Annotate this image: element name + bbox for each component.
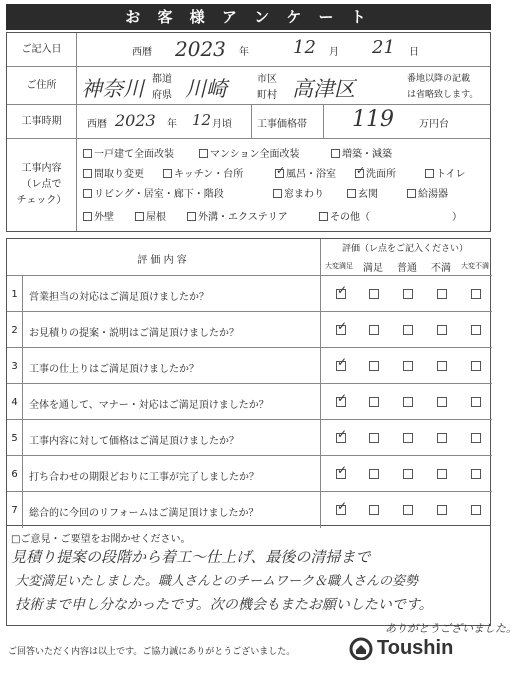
work-item[interactable] bbox=[425, 165, 466, 180]
date-month[interactable]: 12 bbox=[293, 37, 316, 58]
checked-rating-box[interactable] bbox=[336, 397, 346, 407]
work-item-label: キッチン・台所 bbox=[174, 169, 244, 180]
comment-line2[interactable]: 大変満足いたしました。職人さんとのチームワーク＆職人さんの姿勢 bbox=[15, 574, 419, 589]
question-row bbox=[7, 347, 492, 383]
rating-level-label: 普通 bbox=[397, 263, 417, 274]
checked-box-icon[interactable] bbox=[355, 169, 364, 178]
question-number: 3 bbox=[7, 348, 23, 384]
work-item[interactable] bbox=[275, 165, 336, 180]
address-note-line1: 番地以降の記載 bbox=[407, 74, 471, 84]
work-item[interactable] bbox=[83, 165, 144, 180]
comments-label: □ご意見・ご要望をお聞かせください。 bbox=[11, 534, 191, 545]
date-day[interactable]: 21 bbox=[372, 37, 395, 58]
period-year[interactable]: 2023 bbox=[115, 111, 156, 130]
question-divider bbox=[320, 456, 321, 492]
work-item[interactable] bbox=[347, 185, 378, 200]
rating-box[interactable] bbox=[437, 469, 447, 479]
survey-title: お 客 様 ア ン ケ ー ト bbox=[6, 4, 491, 30]
period-row bbox=[7, 105, 490, 139]
evaluation-table bbox=[6, 238, 491, 526]
question-text: 全体を通して、マナー・対応はご満足頂けましたか？ bbox=[29, 400, 269, 411]
period-era: 西暦 bbox=[87, 119, 107, 130]
work-item-label: 屋根 bbox=[146, 212, 166, 223]
rating-box[interactable] bbox=[369, 433, 379, 443]
address-row bbox=[7, 67, 490, 105]
rating-box[interactable] bbox=[471, 469, 481, 479]
price-label: 工事価格帯 bbox=[257, 119, 307, 130]
comments-area bbox=[6, 526, 491, 626]
question-row bbox=[7, 455, 492, 491]
work-other-close: ） bbox=[452, 212, 462, 223]
work-item[interactable] bbox=[83, 145, 174, 160]
question-divider bbox=[320, 492, 321, 528]
address-pref-unit-bottom: 府県 bbox=[152, 90, 172, 101]
rating-box[interactable] bbox=[369, 289, 379, 299]
question-text: お見積りの提案・説明はご満足頂けましたか？ bbox=[29, 328, 239, 339]
address-note-line2: は省略致します。 bbox=[407, 90, 479, 100]
price-unit: 万円台 bbox=[419, 119, 449, 130]
address-city[interactable]: 川崎 bbox=[185, 77, 227, 101]
work-item-label: 外壁 bbox=[94, 212, 114, 223]
question-divider bbox=[320, 348, 321, 384]
rating-level-label: 大変不満 bbox=[461, 262, 489, 270]
checkbox-icon[interactable] bbox=[83, 189, 92, 198]
checkbox-icon[interactable] bbox=[331, 149, 340, 158]
work-label bbox=[7, 139, 77, 231]
work-label-line1: 工事内容 bbox=[21, 163, 62, 174]
rating-box[interactable] bbox=[403, 469, 413, 479]
address-pref[interactable]: 神奈川 bbox=[81, 77, 144, 101]
checkbox-icon[interactable] bbox=[199, 149, 208, 158]
checkbox-icon[interactable] bbox=[273, 189, 282, 198]
info-table bbox=[6, 32, 491, 232]
checked-box-icon[interactable] bbox=[275, 169, 284, 178]
comment-line3[interactable]: 技術まで申し分なかったです。次の機会もまたお願いしたいです。 bbox=[15, 597, 433, 613]
question-text: 工事の仕上りはご満足頂けましたか？ bbox=[29, 364, 199, 375]
date-era: 西暦 bbox=[132, 47, 152, 58]
comment-line1[interactable]: 見積り提案の段階から着工〜仕上げ、最後の清掃まで bbox=[11, 548, 371, 566]
checkbox-icon[interactable] bbox=[83, 149, 92, 158]
question-divider bbox=[320, 312, 321, 348]
period-divider bbox=[251, 105, 252, 139]
work-item[interactable] bbox=[135, 208, 166, 223]
checked-rating-box[interactable] bbox=[336, 325, 346, 335]
question-number: 5 bbox=[7, 420, 23, 456]
work-item[interactable] bbox=[83, 208, 114, 223]
checkbox-icon[interactable] bbox=[135, 212, 144, 221]
rating-box[interactable] bbox=[471, 361, 481, 371]
work-label-line3: チェック） bbox=[16, 195, 67, 206]
work-item[interactable] bbox=[331, 145, 392, 160]
work-item-label: マンション全面改装 bbox=[210, 149, 300, 160]
rating-box[interactable] bbox=[437, 325, 447, 335]
question-row bbox=[7, 311, 492, 347]
evaluation-header: 評 価 内 容 bbox=[137, 255, 187, 266]
brand-name: Toushin bbox=[377, 636, 454, 659]
rating-box[interactable] bbox=[437, 397, 447, 407]
rating-box[interactable] bbox=[403, 361, 413, 371]
checkbox-icon[interactable] bbox=[163, 169, 172, 178]
rating-box[interactable] bbox=[403, 325, 413, 335]
question-number: 2 bbox=[7, 312, 23, 348]
question-number: 4 bbox=[7, 384, 23, 420]
rating-box[interactable] bbox=[471, 289, 481, 299]
date-day-unit: 日 bbox=[409, 47, 419, 58]
rating-level-label: 不満 bbox=[431, 263, 451, 274]
work-item[interactable] bbox=[83, 185, 224, 200]
rating-level-label: 大変満足 bbox=[325, 262, 353, 270]
date-month-unit: 月 bbox=[329, 47, 339, 58]
address-label: ご住所 bbox=[7, 67, 77, 104]
footer-text: ご回答いただく内容は以上です。ご協力誠にありがとうございました。 bbox=[8, 647, 296, 657]
work-item-label: リビング・居室・廊下・階段 bbox=[94, 189, 224, 200]
work-item-label: 風呂・浴室 bbox=[286, 169, 336, 180]
question-text: 総合的に今回のリフォームはご満足頂けましたか？ bbox=[29, 508, 259, 519]
work-item-label: 間取り変更 bbox=[94, 169, 144, 180]
rating-box[interactable] bbox=[369, 325, 379, 335]
work-label-line2: （レ点で bbox=[21, 179, 62, 190]
rating-box[interactable] bbox=[369, 361, 379, 371]
rating-box[interactable] bbox=[369, 505, 379, 515]
checkbox-icon[interactable] bbox=[407, 189, 416, 198]
question-text: 営業担当の対応はご満足頂けましたか？ bbox=[29, 292, 209, 303]
work-item-label: 外溝・エクステリア bbox=[198, 212, 288, 223]
price-value[interactable]: 119 bbox=[352, 107, 394, 132]
checked-rating-box[interactable] bbox=[336, 505, 346, 515]
question-number: 7 bbox=[7, 492, 23, 528]
rating-box[interactable] bbox=[437, 361, 447, 371]
checked-rating-box[interactable] bbox=[336, 361, 346, 371]
rating-box[interactable] bbox=[471, 325, 481, 335]
work-item-label: その他（ bbox=[330, 212, 370, 223]
checkbox-icon[interactable] bbox=[425, 169, 434, 178]
work-item[interactable] bbox=[163, 165, 243, 180]
period-month[interactable]: 12 bbox=[192, 111, 212, 129]
rating-box[interactable] bbox=[437, 289, 447, 299]
checkbox-icon[interactable] bbox=[319, 212, 328, 221]
work-item[interactable] bbox=[199, 145, 300, 160]
toushin-logo bbox=[348, 636, 453, 660]
question-row bbox=[7, 383, 492, 419]
checked-rating-box[interactable] bbox=[336, 433, 346, 443]
address-city-unit-bottom: 町村 bbox=[257, 90, 277, 101]
question-row bbox=[7, 491, 492, 527]
question-row bbox=[7, 275, 492, 311]
question-row bbox=[7, 419, 492, 455]
question-divider bbox=[320, 276, 321, 312]
work-item[interactable] bbox=[187, 208, 288, 223]
question-divider bbox=[320, 420, 321, 456]
rating-box[interactable] bbox=[369, 397, 379, 407]
work-item-label: トイレ bbox=[436, 169, 466, 180]
rating-box[interactable] bbox=[471, 397, 481, 407]
work-item[interactable] bbox=[319, 208, 370, 223]
rating-box[interactable] bbox=[403, 289, 413, 299]
checkbox-icon[interactable] bbox=[83, 212, 92, 221]
period-label: 工事時期 bbox=[7, 105, 77, 138]
work-item[interactable] bbox=[407, 185, 448, 200]
rating-box[interactable] bbox=[403, 433, 413, 443]
house-icon bbox=[348, 636, 374, 660]
checkbox-icon[interactable] bbox=[83, 169, 92, 178]
question-text: 打ち合わせの期限どおりに工事が完了しましたか？ bbox=[29, 472, 259, 483]
work-item-label: 増築・減築 bbox=[342, 149, 392, 160]
date-year[interactable]: 2023 bbox=[175, 37, 226, 61]
rating-box[interactable] bbox=[471, 505, 481, 515]
period-month-suffix: 月頃 bbox=[212, 119, 232, 130]
address-pref-unit-top: 都道 bbox=[152, 74, 172, 85]
address-ward[interactable]: 高津区 bbox=[292, 77, 355, 101]
date-label: ご記入日 bbox=[7, 33, 77, 66]
work-item-label: 窓まわり bbox=[284, 189, 324, 200]
rating-box[interactable] bbox=[403, 397, 413, 407]
work-item[interactable] bbox=[355, 165, 396, 180]
rating-box[interactable] bbox=[471, 433, 481, 443]
rating-box[interactable] bbox=[369, 469, 379, 479]
address-city-unit-top: 市区 bbox=[257, 74, 277, 85]
question-number: 1 bbox=[7, 276, 23, 312]
comment-line4[interactable]: ありがとうございました。 bbox=[385, 622, 517, 635]
checkbox-icon[interactable] bbox=[187, 212, 196, 221]
date-row bbox=[7, 33, 490, 67]
question-number: 6 bbox=[7, 456, 23, 492]
question-text: 工事内容に対して価格はご満足頂けましたか？ bbox=[29, 436, 239, 447]
date-year-unit: 年 bbox=[239, 47, 249, 58]
work-item[interactable] bbox=[273, 185, 324, 200]
rating-box[interactable] bbox=[437, 433, 447, 443]
rating-box[interactable] bbox=[403, 505, 413, 515]
work-item-label: 一戸建て全面改装 bbox=[94, 149, 174, 160]
work-item-label: 玄関 bbox=[358, 189, 378, 200]
rating-box[interactable] bbox=[437, 505, 447, 515]
checkbox-icon[interactable] bbox=[347, 189, 356, 198]
work-item-label: 給湯器 bbox=[418, 189, 448, 200]
question-divider bbox=[320, 384, 321, 420]
price-divider bbox=[323, 105, 324, 139]
rating-header: 評価（レ点をご記入ください） bbox=[341, 244, 468, 254]
period-year-unit: 年 bbox=[167, 119, 177, 130]
checked-rating-box[interactable] bbox=[336, 289, 346, 299]
rating-level-label: 満足 bbox=[363, 263, 383, 274]
work-row bbox=[7, 139, 490, 231]
checked-rating-box[interactable] bbox=[336, 469, 346, 479]
work-item-label: 洗面所 bbox=[366, 169, 396, 180]
